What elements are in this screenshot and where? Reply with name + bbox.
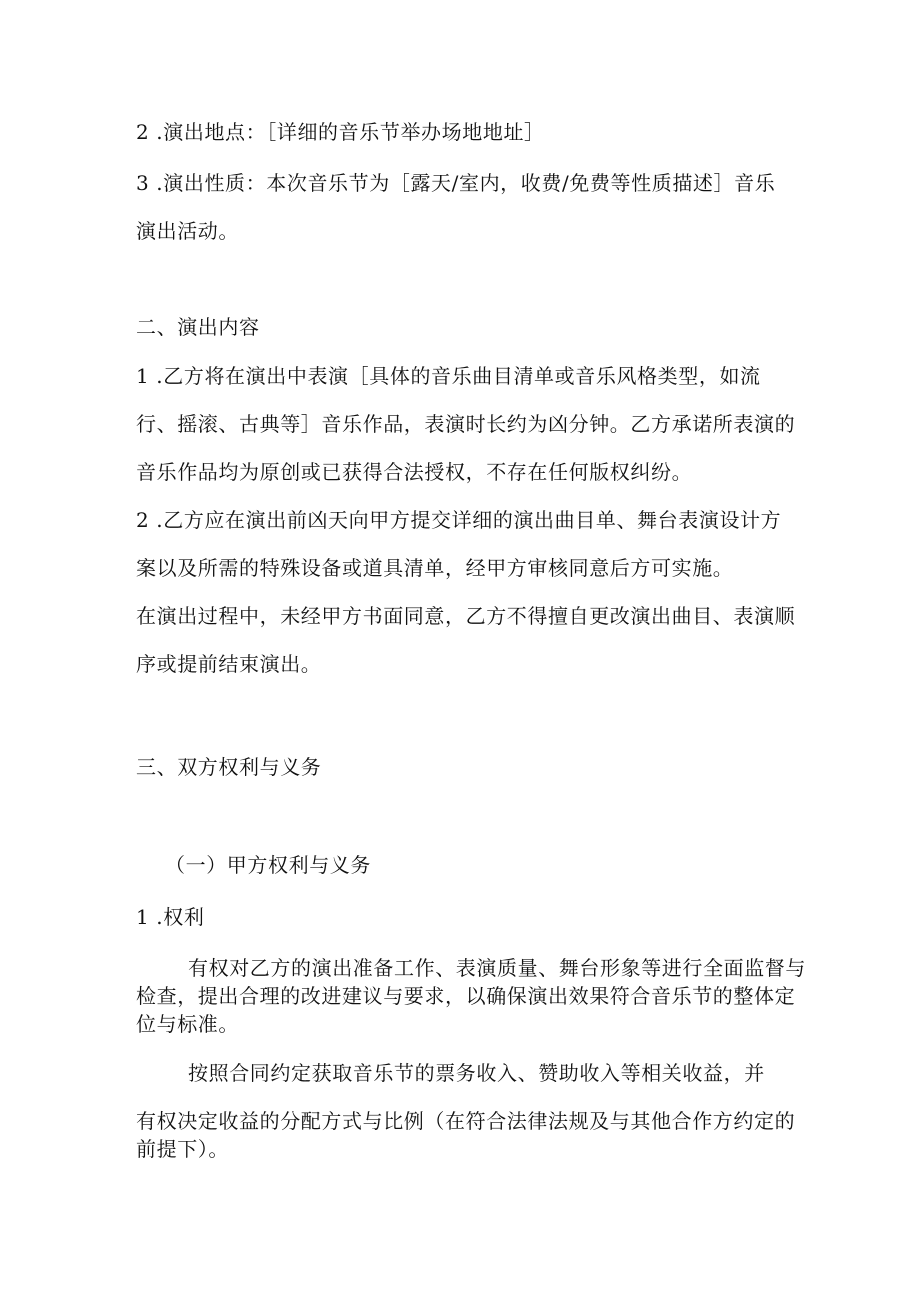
clause-repertoire-cont-2: 音乐作品均为原创或已获得合法授权，不存在任何版权纠纷。 xyxy=(136,460,693,484)
clause-repertoire-cont-1: 行、摇滚、古典等］音乐作品，表演时长约为凶分钟。乙方承诺所表演的 xyxy=(136,412,796,436)
section-heading-rights: 三、双方权利与义务 xyxy=(136,755,322,779)
paragraph-supervision-cont-2: 位与标准。 xyxy=(136,1012,239,1036)
paragraph-revenue-cont-1: 有权决定收益的分配方式与比例（在符合法律法规及与其他合作方约定的 xyxy=(136,1109,796,1133)
item-heading-rights: 1 .权利 xyxy=(136,905,205,929)
paragraph-revenue: 按照合同约定获取音乐节的票务收入、赞助收入等相关收益，并 xyxy=(188,1061,765,1085)
clause-nature: 3 .演出性质：本次音乐节为［露天/室内，收费/免费等性质描述］音乐 xyxy=(136,171,776,195)
paragraph-no-changes-cont: 序或提前结束演出。 xyxy=(136,652,322,676)
paragraph-supervision: 有权对乙方的演出准备工作、表演质量、舞台形象等进行全面监督与 xyxy=(188,956,806,980)
clause-venue: 2 .演出地点：［详细的音乐节举办场地地址］ xyxy=(136,120,545,144)
clause-submission-cont: 案以及所需的特殊设备或道具清单，经甲方审核同意后方可实施。 xyxy=(136,556,734,580)
paragraph-no-changes: 在演出过程中，未经甲方书面同意，乙方不得擅自更改演出曲目、表演顺 xyxy=(136,604,796,628)
subsection-heading-party-a: （一）甲方权利与义务 xyxy=(165,853,371,877)
paragraph-supervision-cont-1: 检查，提出合理的改进建议与要求，以确保演出效果符合音乐节的整体定 xyxy=(136,984,796,1008)
clause-nature-cont: 演出活动。 xyxy=(136,219,239,243)
paragraph-revenue-cont-2: 前提下）。 xyxy=(136,1137,229,1161)
section-heading-performance: 二、演出内容 xyxy=(136,315,260,339)
clause-submission: 2 .乙方应在演出前凶天向甲方提交详细的演出曲目单、舞台表演设计方 xyxy=(136,508,782,532)
clause-repertoire: 1 .乙方将在演出中表演［具体的音乐曲目清单或音乐风格类型，如流 xyxy=(136,364,761,388)
